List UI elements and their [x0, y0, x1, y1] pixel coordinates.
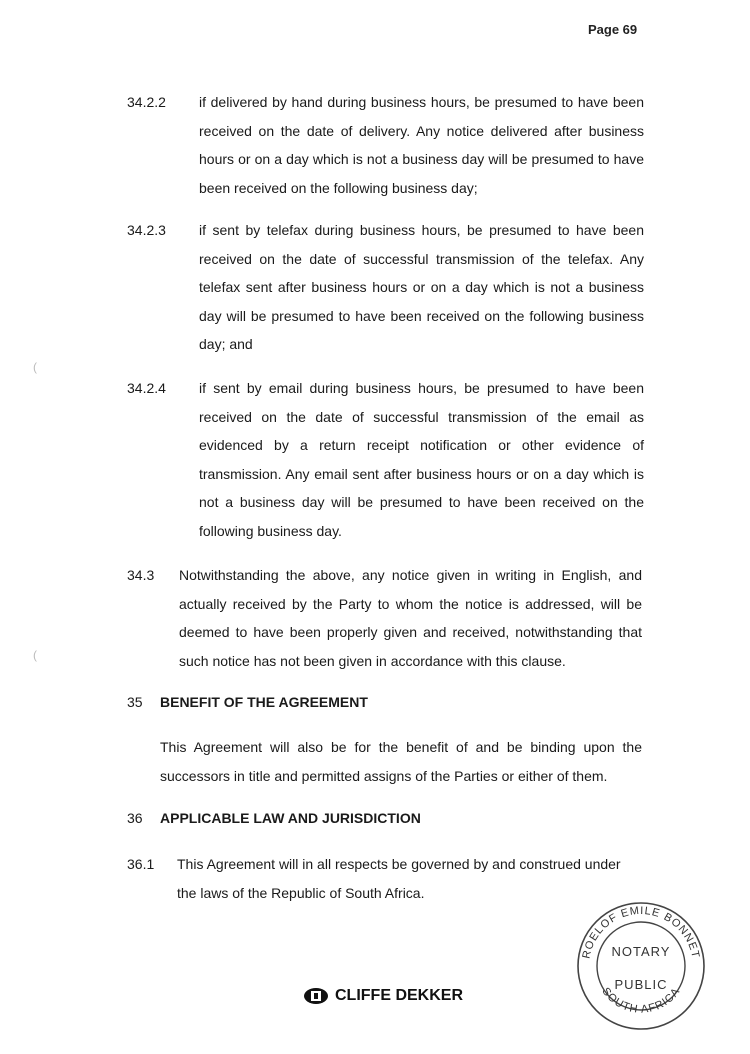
- footer-logo: [303, 985, 463, 1007]
- section-number: 35: [127, 694, 143, 710]
- stamp-bottom-arc: SOUTH AFRICA: [599, 985, 683, 1016]
- margin-mark: (: [33, 360, 37, 374]
- section-number: 36: [127, 810, 143, 826]
- notary-stamp: [575, 900, 707, 1032]
- section-heading: BENEFIT OF THE AGREEMENT: [160, 694, 368, 710]
- clause-text: Notwithstanding the above, any notice given in writing in English, and actually received by the Party to whom the notice is addressed, will be deemed to have been properly given and received, notwithstanding that such notice has not been given in accordance with this clause.: [179, 567, 642, 669]
- cliffe-dekker-logo-icon: [303, 987, 329, 1005]
- section-text: This Agreement will also be for the benefit of and be binding upon the successors in title and permitted assigns of the Parties or either of them.: [160, 739, 642, 784]
- clause-number: 34.2.2: [127, 94, 166, 110]
- margin-mark: (: [33, 648, 37, 662]
- clause-number: 34.3: [127, 567, 155, 583]
- clause-text: if sent by email during business hours, be presumed to have been received on the date of successful transmission of the email as evidenced by a return receipt notification or other evidence of transmission. Any email sent after business hours or on a day which is not a business day will be presumed to have been received on the following business day.: [199, 380, 644, 539]
- clause-number: 34.2.3: [127, 222, 166, 238]
- page-number: Page 69: [588, 22, 638, 37]
- stamp-line2: PUBLIC: [614, 977, 668, 992]
- stamp-line1: NOTARY: [611, 944, 671, 959]
- clause-number: 34.2.4: [127, 380, 166, 396]
- clause-number: 36.1: [127, 856, 155, 872]
- clause-text: if delivered by hand during business hours, be presumed to have been received on the date of delivery. Any notice delivered after business hours or on a day which is not a business day will be presumed to have been received on the following business day;: [199, 94, 644, 196]
- clause-text: This Agreement will in all respects be governed by and construed under the laws of the Republic of South Africa.: [177, 856, 621, 901]
- footer-brand: CLIFFE DEKKER: [335, 987, 463, 1004]
- clause-text: if sent by telefax during business hours, be presumed to have been received on the date of successful transmission of the telefax. Any telefax sent after business hours or on a day which is not a business day will be presumed to have been received on the following business day; and: [199, 222, 644, 352]
- section-heading: APPLICABLE LAW AND JURISDICTION: [160, 810, 421, 826]
- stamp-top-arc: ROELOF EMILE BONNET: [580, 904, 702, 960]
